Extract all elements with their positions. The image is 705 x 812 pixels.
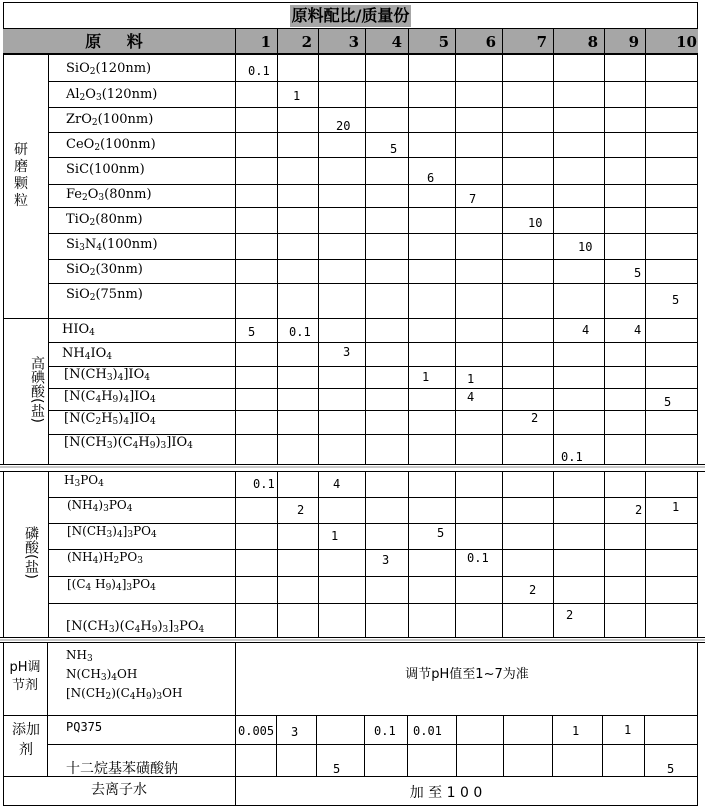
cell-value: 3	[343, 345, 351, 359]
header-col-7: 7	[502, 29, 553, 53]
material-h3po4: $H_3PO_4$	[64, 473, 104, 489]
section-label-periodate	[28, 356, 45, 423]
grid-line	[48, 55, 49, 640]
grid-line	[48, 497, 698, 498]
material-tetramethylammonium-periodate: $[N(CH_3)_4]IO_4$	[64, 367, 150, 383]
material-tributylmethylammonium-hydroxide: [$N(CH_2)(C_4H_9)_3OH$	[66, 686, 183, 702]
cell-value: 20	[336, 119, 351, 133]
grid-line	[3, 318, 698, 319]
grid-line	[455, 55, 456, 640]
grid-line	[48, 107, 698, 108]
grid-line	[602, 715, 603, 776]
header-col-4: 4	[365, 29, 408, 53]
grid-line	[235, 55, 236, 640]
cell-value: 4	[467, 390, 475, 404]
material-tetrabutylammonium-periodate: $[N(C_4H_9)_4]IO_4$	[64, 389, 156, 405]
grid-line	[407, 715, 408, 776]
grid-line	[316, 715, 317, 776]
header-col-8: 8	[553, 29, 604, 53]
material-tetrabutyl-phosphate: [($C_4$ $H_9)_4]_3PO_4$	[67, 577, 156, 593]
cell-value: 0.005	[238, 724, 275, 738]
section-label-water	[3, 781, 235, 799]
section-label-text: 添加剂	[12, 722, 40, 758]
section-label-text: pH调节剂	[9, 660, 41, 693]
cell-value: 1	[331, 529, 339, 543]
cell-value: 0.01	[413, 724, 442, 738]
cell-value: 0.1	[248, 64, 270, 78]
cell-value: 4	[582, 323, 590, 337]
section-label-text: 磷酸(盐)	[23, 526, 39, 579]
cell-value: 1	[467, 372, 475, 386]
cell-value: 5	[634, 266, 642, 280]
cell-value: 7	[469, 192, 477, 206]
material-tetramethylammonium-hydroxide: $N(CH_3)_4OH$	[66, 667, 138, 683]
cell-value: 1	[422, 370, 430, 384]
cell-value: 5	[437, 526, 445, 540]
cell-value: 2	[566, 608, 574, 622]
material-methyltributylammonium-periodate: $[N(CH_3)(C_4H_9)_3]IO_4$	[64, 435, 193, 451]
table-title-row	[3, 2, 698, 29]
header-col-9: 9	[604, 29, 645, 53]
cell-value: 6	[427, 171, 435, 185]
grid-line	[644, 715, 645, 776]
material-fe2o3-80: $Fe_2O_3(80nm)$	[66, 187, 152, 203]
cell-value: 5	[667, 762, 675, 776]
header-material: 原 料	[85, 32, 153, 51]
material-methyltributylammonium-phosphate: $[N(CH_3)(C_4H_9)_3]_3PO_4$	[66, 619, 205, 635]
grid-line	[276, 715, 277, 776]
grid-line	[645, 55, 646, 640]
cell-value: 2	[297, 503, 305, 517]
grid-line	[47, 643, 48, 776]
material-zro2-100: ZrO$_2$(100nm)	[66, 112, 154, 128]
grid-line	[48, 132, 698, 133]
cell-value: 2	[531, 411, 539, 425]
material-ceo2-100: CeO$_2$(100nm)	[66, 137, 156, 153]
header-col-6: 6	[455, 29, 502, 53]
material-hio4: $HIO_4$	[62, 322, 95, 338]
grid-line	[277, 55, 278, 640]
material-ammonia: $NH_3$	[66, 648, 93, 664]
cell-value: 5	[333, 762, 341, 776]
cell-value: 0.1	[253, 477, 275, 491]
grid-line	[48, 549, 698, 550]
grid-line	[48, 157, 698, 158]
cell-value: 5	[672, 293, 680, 307]
cell-value: 0.1	[374, 724, 396, 738]
cell-value: 5	[390, 142, 398, 156]
section-label-phosphate	[22, 526, 39, 579]
header-row	[3, 29, 698, 55]
cell-value: 1	[572, 724, 580, 738]
grid-line	[503, 715, 504, 776]
section-label-text: 高碘酸(盐)	[29, 356, 45, 423]
grid-line	[48, 233, 698, 234]
grid-line	[48, 207, 698, 208]
material-sio2-30: SiO$_2$(30nm)	[66, 262, 143, 278]
section-separator	[0, 637, 705, 643]
cell-value: 3	[291, 725, 299, 739]
section-label-text: 去离子水	[91, 782, 147, 798]
grid-line	[48, 184, 698, 185]
cell-value: 10	[578, 240, 593, 254]
cell-value: 5	[248, 325, 256, 339]
cell-value: 0.1	[561, 450, 583, 464]
grid-line	[48, 744, 698, 745]
grid-line	[318, 55, 319, 640]
material-sodium-dodecylbenzenesulfonate: 十二烷基苯磺酸钠	[66, 761, 178, 777]
grid-line	[456, 715, 457, 776]
table-title: 原料配比/质量份	[291, 6, 410, 25]
material-tetraethylammonium-periodate: $[N(C_2H_5)_4]IO_4$	[64, 411, 156, 427]
material-si3n4-100: $Si_3N_4(100nm)$	[66, 237, 158, 253]
material-tetramethylammonium-phosphate: $[N(CH_3)_4]_3PO_4$	[67, 524, 157, 540]
cell-value: 0.1	[289, 325, 311, 339]
header-col-10: 10	[645, 29, 698, 53]
material-pq375: PQ375	[66, 720, 103, 734]
header-col-2: 2	[277, 29, 318, 53]
ph-adjust-note: 调节pH值至1~7为准	[405, 667, 529, 682]
grid-line	[3, 715, 698, 716]
header-col-1: 1	[235, 29, 277, 53]
cell-value: 10	[528, 216, 543, 230]
water-note: 加 至 1 0 0	[409, 785, 483, 801]
material-sio2-120: SiO$_2$(120nm)	[66, 61, 152, 77]
cell-value: 2	[529, 583, 537, 597]
material-sio2-75: SiO$_2$(75nm)	[66, 287, 143, 303]
cell-value: 1	[293, 89, 301, 103]
header-col-5: 5	[408, 29, 455, 53]
material-al2o3-120: $Al_2O_3(120nm)$	[66, 87, 158, 103]
material-nh4io4: $NH_4IO_4$	[62, 346, 112, 362]
material-tio2-80: TiO$_2$(80nm)	[66, 212, 143, 228]
cell-value: 0.1	[467, 551, 489, 565]
grid-line	[48, 259, 698, 260]
material-sic-100: SiC(100nm)	[66, 162, 145, 177]
grid-line	[408, 55, 409, 640]
grid-line	[48, 283, 698, 284]
cell-value: 2	[635, 503, 643, 517]
section-label-abrasive	[11, 142, 31, 210]
grid-line	[502, 55, 503, 640]
cell-value: 3	[382, 553, 390, 567]
grid-line	[48, 603, 698, 604]
cell-value: 4	[634, 323, 642, 337]
grid-line	[604, 55, 605, 640]
grid-line	[364, 715, 365, 776]
grid-line	[365, 55, 366, 640]
section-label-ph-adjuster	[5, 659, 45, 695]
section-label-additive	[8, 720, 44, 760]
cell-value: 4	[333, 477, 341, 491]
cell-value: 5	[664, 395, 672, 409]
grid-line	[48, 81, 698, 82]
cell-value: 1	[672, 500, 680, 514]
grid-line	[553, 55, 554, 640]
grid-line	[552, 715, 553, 776]
header-col-3: 3	[318, 29, 365, 53]
material-ammonium-dihydrogen-phosphite: $(NH_4)H_2PO_3$	[67, 550, 143, 566]
grid-line	[48, 342, 698, 343]
cell-value: 1	[624, 723, 632, 737]
section-label-text: 研磨颗粒	[14, 142, 28, 209]
section-separator	[0, 464, 705, 472]
material-ammonium-phosphate: $(NH_4)_3PO_4$	[67, 498, 133, 514]
